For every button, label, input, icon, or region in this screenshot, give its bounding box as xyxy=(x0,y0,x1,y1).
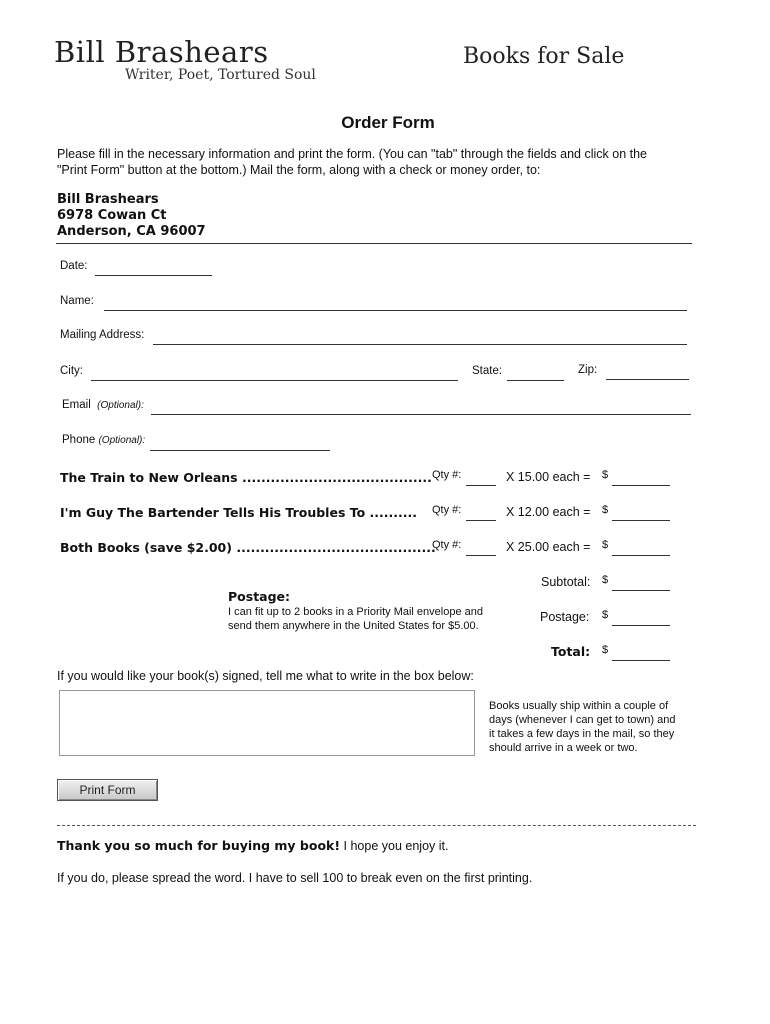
qty-field-3[interactable] xyxy=(466,541,496,556)
name-label: Name: xyxy=(60,295,94,307)
mailing-address-field[interactable] xyxy=(153,330,687,345)
author-logo: Bill Brashears xyxy=(54,35,269,69)
shipping-note-line-1: Books usually ship within a couple of xyxy=(489,700,669,712)
intro-text: Please fill in the necessary information and print the form. (You can "tab" through the fields and click on the "Print Form" button at the bottom.) Mail the form, along with a check or money order, to: xyxy=(57,147,647,177)
city-label: City: xyxy=(60,365,83,377)
email-field[interactable] xyxy=(151,400,691,415)
date-label: Date: xyxy=(60,260,88,272)
mailing-address-line-3: Anderson, CA 96007 xyxy=(57,224,206,239)
mailing-address-line-2: 6978 Cowan Ct xyxy=(57,208,167,223)
phone-optional-note: (Optional): xyxy=(98,435,146,446)
state-label: State: xyxy=(472,365,503,377)
qty-field-2[interactable] xyxy=(466,506,496,521)
currency-2: $ xyxy=(602,504,609,516)
footer-divider xyxy=(57,825,696,826)
postage-label: Postage: xyxy=(540,610,590,624)
postage-field[interactable] xyxy=(612,611,670,626)
subtotal-field[interactable] xyxy=(612,576,670,591)
page-title: Order Form xyxy=(341,113,435,132)
book-title-2: I'm Guy The Bartender Tells His Troubles To .......... xyxy=(60,505,418,520)
qty-label-3: Qty #: xyxy=(432,539,462,551)
signing-text-box[interactable] xyxy=(59,690,475,756)
subtotal-label: Subtotal: xyxy=(541,575,591,589)
print-form-button[interactable]: Print Form xyxy=(57,779,158,801)
name-field[interactable] xyxy=(104,296,687,311)
line-total-field-2[interactable] xyxy=(612,506,670,521)
postage-note-line-1: I can fit up to 2 books in a Priority Mail envelope and xyxy=(228,606,483,618)
line-total-field-1[interactable] xyxy=(612,471,670,486)
section-heading: Books for Sale xyxy=(463,44,625,69)
unit-price-3: X 25.00 each = xyxy=(506,540,591,554)
signing-prompt: If you would like your book(s) signed, tell me what to write in the box below: xyxy=(57,669,474,683)
shipping-note-line-4: should arrive in a week or two. xyxy=(489,742,638,754)
thank-you-rest: I hope you enjoy it. xyxy=(340,839,449,853)
zip-field[interactable] xyxy=(606,365,689,380)
unit-price-1: X 15.00 each = xyxy=(506,470,591,484)
line-total-field-3[interactable] xyxy=(612,541,670,556)
divider xyxy=(56,243,692,244)
book-title-1: The Train to New Orleans ........................................ xyxy=(60,470,432,485)
total-label: Total: xyxy=(551,644,591,659)
city-field[interactable] xyxy=(91,366,458,381)
email-optional-note: (Optional): xyxy=(97,400,144,411)
email-label: Email (Optional): xyxy=(62,399,144,411)
phone-field[interactable] xyxy=(150,436,330,451)
date-field[interactable] xyxy=(95,261,212,276)
qty-label-2: Qty #: xyxy=(432,504,462,516)
currency-1: $ xyxy=(602,469,609,481)
zip-label: Zip: xyxy=(578,364,598,376)
shipping-note-line-3: it takes a few days in the mail, so they xyxy=(489,728,675,740)
thank-you-bold: Thank you so much for buying my book! xyxy=(57,838,341,853)
mailing-address-label: Mailing Address: xyxy=(60,329,145,341)
qty-label-1: Qty #: xyxy=(432,469,462,481)
state-field[interactable] xyxy=(507,366,564,381)
postage-heading: Postage: xyxy=(228,589,291,604)
thank-you-line xyxy=(57,838,448,854)
postage-currency: $ xyxy=(602,609,609,621)
mailing-address-line-1: Bill Brashears xyxy=(57,192,159,207)
book-title-3: Both Books (save $2.00) .......................................... xyxy=(60,540,436,555)
author-tagline: Writer, Poet, Tortured Soul xyxy=(125,67,316,83)
total-field[interactable] xyxy=(612,646,670,661)
unit-price-2: X 12.00 each = xyxy=(506,505,591,519)
shipping-note-line-2: days (whenever I can get to town) and xyxy=(489,714,676,726)
postage-note-line-2: send them anywhere in the United States for $5.00. xyxy=(228,620,479,632)
subtotal-currency: $ xyxy=(602,574,609,586)
qty-field-1[interactable] xyxy=(466,471,496,486)
spread-word-line: If you do, please spread the word. I have to sell 100 to break even on the first printing. xyxy=(57,871,533,885)
currency-3: $ xyxy=(602,539,609,551)
total-currency: $ xyxy=(602,644,609,656)
phone-label: Phone (Optional): xyxy=(62,434,146,446)
